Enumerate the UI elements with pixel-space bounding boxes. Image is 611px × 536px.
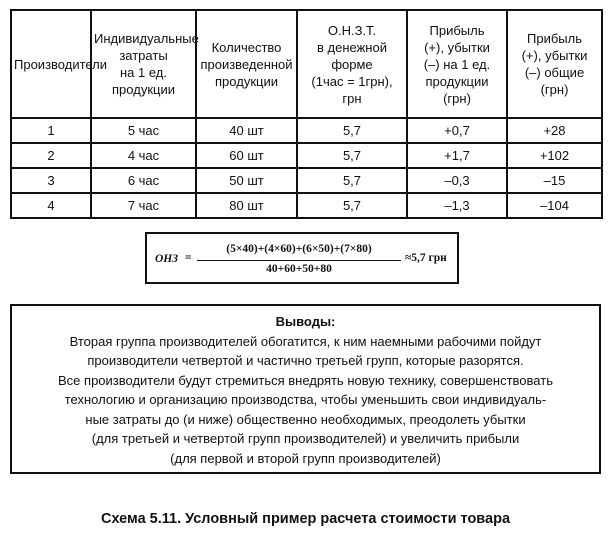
cell-costs: 4 час xyxy=(91,143,196,168)
header-profit-total: Прибыль (+), убытки (–) общие (грн) xyxy=(507,10,602,118)
fraction-bar xyxy=(197,260,401,261)
table-row xyxy=(11,118,602,143)
header-onzt: О.Н.З.Т. в денежной форме (1час = 1грн), грн xyxy=(297,10,407,118)
formula-lhs: ОНЗ xyxy=(155,253,179,265)
cell-profit-unit: +0,7 xyxy=(407,118,507,143)
cell-quantity: 40 шт xyxy=(196,118,297,143)
cell-onzt: 5,7 xyxy=(297,168,407,193)
conclusion-line: технологию и организацию производства, чтобы уменьшить свои индивидуаль- xyxy=(64,392,547,407)
conclusion-line: производители четвертой и частично третьей групп, которые разорятся. xyxy=(87,353,524,368)
cell-onzt: 5,7 xyxy=(297,143,407,168)
header-individual-costs: Индивидуальные затраты на 1 ед. продукции xyxy=(91,10,196,118)
conclusion-line: Вторая группа производителей обогатится, к ним наемными рабочими пойдут xyxy=(69,333,542,349)
header-quantity: Количество произведенной продукции xyxy=(196,10,297,118)
cost-calculation-table xyxy=(10,9,603,219)
conclusion-line: (для третьей и четвертой групп производителей) и увеличить прибыли xyxy=(91,431,520,446)
conclusion-line: (для первой и второй групп производителей) xyxy=(170,450,441,466)
header-producers: Производители xyxy=(11,10,91,118)
table-row xyxy=(11,193,602,218)
formula-equals: = xyxy=(185,252,192,264)
header-profit-per-unit: Прибыль (+), убытки (–) на 1 ед. продукции (грн) xyxy=(407,10,507,118)
cell-producer: 3 xyxy=(11,168,91,193)
cell-profit-total: –104 xyxy=(507,193,602,218)
cell-costs: 6 час xyxy=(91,168,196,193)
cell-quantity: 80 шт xyxy=(196,193,297,218)
cell-profit-unit: –1,3 xyxy=(407,193,507,218)
cell-producer: 4 xyxy=(11,193,91,218)
conclusion-line: ные затраты до (и ниже) общественно необходимых, преодолеть убытки xyxy=(85,411,526,427)
cell-quantity: 60 шт xyxy=(196,143,297,168)
conclusions-title: Выводы: xyxy=(275,314,336,329)
cell-onzt: 5,7 xyxy=(297,193,407,218)
formula-numerator: (5×40)+(4×60)+(6×50)+(7×80) xyxy=(226,243,372,255)
cell-profit-unit: –0,3 xyxy=(407,168,507,193)
cell-profit-total: +102 xyxy=(507,143,602,168)
cell-onzt: 5,7 xyxy=(297,118,407,143)
conclusion-line: Все производители будут стремиться внедрять новую технику, совершенствовать xyxy=(58,372,553,388)
cell-quantity: 50 шт xyxy=(196,168,297,193)
table-header-row xyxy=(11,10,602,118)
formula-result: ≈5,7 грн xyxy=(405,252,447,264)
cell-costs: 7 час xyxy=(91,193,196,218)
cell-profit-unit: +1,7 xyxy=(407,143,507,168)
cell-producer: 1 xyxy=(11,118,91,143)
table-row xyxy=(11,143,602,168)
cell-costs: 5 час xyxy=(91,118,196,143)
figure-caption: Схема 5.11. Условный пример расчета стоимости товара xyxy=(100,511,511,527)
formula-denominator: 40+60+50+80 xyxy=(266,263,332,275)
onz-formula-box xyxy=(145,232,459,284)
conclusions-box xyxy=(10,304,601,474)
cell-profit-total: +28 xyxy=(507,118,602,143)
table-row xyxy=(11,168,602,193)
cell-producer: 2 xyxy=(11,143,91,168)
cell-profit-total: –15 xyxy=(507,168,602,193)
